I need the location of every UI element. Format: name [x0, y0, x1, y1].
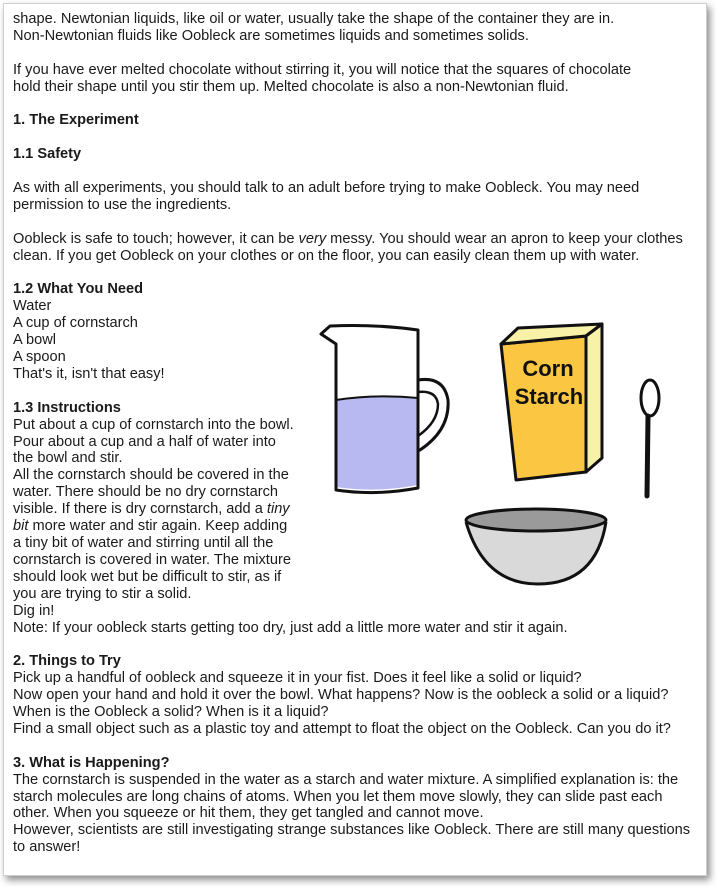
- list-item: A bowl: [13, 332, 56, 349]
- things-to-try-line: When is the Oobleck a solid? When is it a liquid?: [13, 704, 329, 721]
- section-heading-what-is-happening: 3. What is Happening?: [13, 754, 170, 771]
- water-pitcher-icon: [321, 326, 448, 493]
- explanation-line: The cornstarch is suspended in the water as a starch and water mixture. A simplified explanation is: the: [13, 771, 679, 788]
- box-label-line-2: Starch: [514, 384, 584, 409]
- list-item: A cup of cornstarch: [13, 315, 138, 332]
- safety-paragraph-1: As with all experiments, you should talk to an adult before trying to make Oobleck. You may need permission to use the ingredients.: [13, 180, 640, 213]
- section-heading-instructions: 1.3 Instructions: [13, 399, 121, 416]
- things-to-try-line: Find a small object such as a plastic toy and attempt to float the object on the Oobleck. Can you do it?: [13, 720, 671, 737]
- list-item: That's it, isn't that easy!: [13, 365, 165, 382]
- list-item: Water: [13, 298, 52, 315]
- box-label-line-1: Corn: [522, 356, 574, 381]
- explanation-line: starch molecules are long chains of atoms. When you let them move slowly, they can slide past each: [13, 788, 663, 805]
- bowl-icon: [466, 509, 606, 584]
- section-heading-things-to-try: 2. Things to Try: [13, 653, 121, 670]
- list-item: A spoon: [13, 349, 66, 366]
- section-heading-safety: 1.1 Safety: [13, 146, 82, 163]
- emphasis-bit: bit: [13, 518, 29, 535]
- document-page: [3, 3, 707, 876]
- things-to-try-line: Pick up a handful of oobleck and squeeze it in your fist. Does it feel like a solid or liquid?: [13, 670, 582, 687]
- section-heading-what-you-need: 1.2 What You Need: [13, 281, 144, 298]
- intro-paragraph-2: If you have ever melted chocolate without stirring it, you will notice that the squares of chocolate hold their shape until you stir them up. Melted chocolate is also a non-Newtonian fluid.: [13, 61, 632, 95]
- emphasis-very: very: [298, 230, 327, 247]
- safety-paragraph-2: Oobleck is safe to touch; however, it can be very messy. You should wear an apron to keep your clothes clean. If you get Oobleck on your clothes or on the floor, you can easily clean them up with water.: [13, 230, 683, 264]
- explanation-line: to answer!: [13, 839, 81, 856]
- instructions-note: Note: If your oobleck starts getting too dry, just add a little more water and stir it again.: [13, 619, 568, 636]
- intro-paragraph-1: shape. Newtonian liquids, like oil or water, usually take the shape of the container they are in. Non-Newtonian fluids like Oobleck are sometimes liquids and sometimes solids.: [13, 11, 615, 44]
- explanation-line: other. When you squeeze or hit them, they get tangled and cannot move.: [13, 805, 484, 822]
- cornstarch-box-icon: [501, 324, 602, 480]
- explanation-line: However, scientists are still investigating strange substances like Oobleck. There are still many questions: [13, 822, 691, 839]
- section-heading-experiment: 1. The Experiment: [13, 112, 139, 129]
- spoon-icon: [641, 380, 659, 496]
- ingredients-illustration: [316, 322, 668, 604]
- instructions-text: Put about a cup of cornstarch into the bowl. Pour about a cup and a half of water into the bowl and stir. All the cornstarch should be covered in the water. There should be no dry cornstarch visible. If there is dry cornstarch, add a tiny bit more water and stir again. Keep adding a tiny bit of water and stirring until all the cornstarch is covered in water. The mixture should look wet but be difficult to stir, as if you are trying to stir a solid. Dig in!: [13, 416, 294, 619]
- emphasis-tiny: tiny: [266, 501, 290, 518]
- things-to-try-line: Now open your hand and hold it over the bowl. What happens? Now is the oobleck a solid or a liquid?: [13, 687, 669, 704]
